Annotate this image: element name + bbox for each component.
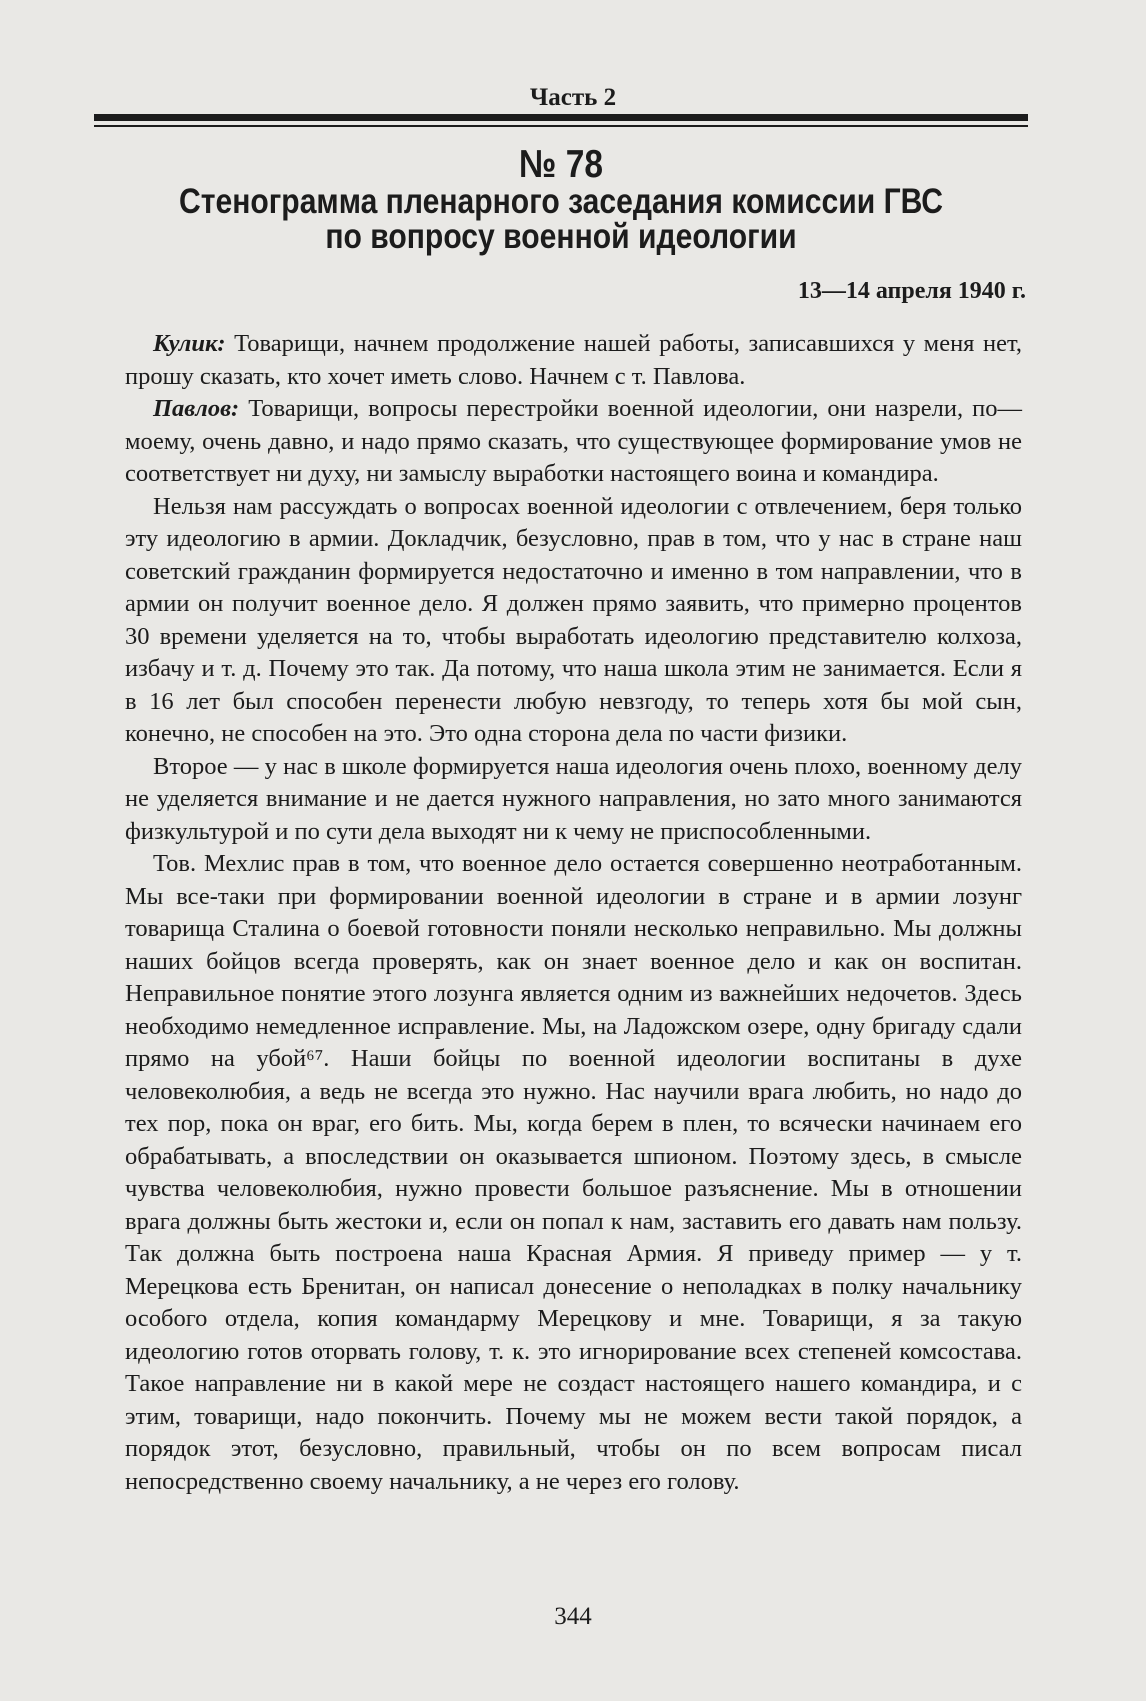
paragraph xyxy=(125,751,1022,849)
document-title-line-2: по вопросу военной идеологии xyxy=(325,217,797,256)
body-text xyxy=(125,328,1022,1498)
header-rule-thick xyxy=(94,114,1028,121)
paragraph xyxy=(125,491,1022,751)
paragraph-kulik xyxy=(125,328,1022,393)
document-date: 13—14 апреля 1940 г. xyxy=(797,278,1026,304)
running-head: Часть 2 xyxy=(529,84,617,111)
header-rule-thin xyxy=(94,125,1028,127)
paragraph xyxy=(125,848,1022,1498)
page-number: 344 xyxy=(554,1603,592,1630)
speaker-name: Павлов: xyxy=(153,395,240,422)
paragraph-text: Товарищи, начнем продолжение нашей работы, записавшихся у меня нет, прошу сказать, кто хочет иметь слово. Начнем с т. Павлова. xyxy=(125,330,1022,390)
paragraph-pavlov xyxy=(125,393,1022,491)
paragraph-text: Второе — у нас в школе формируется наша идеология очень плохо, военному делу не уделяется внимание и не дается нужного направления, но зато много занимаются физкультурой и по сути дела выходят ни к чему не приспособленными. xyxy=(125,752,1022,845)
document-number: № 78 xyxy=(518,143,604,186)
document-heading xyxy=(159,143,962,256)
speaker-name: Кулик: xyxy=(153,330,226,357)
paragraph-text: Нельзя нам рассуждать о вопросах военной идеологии с отвлечением, беря только эту идеологию в армии. Докладчик, безусловно, прав в том, что у нас в стране наш советский гражданин формируется недостаточно и именно в том направлении, что в армии он получит военное дело. Я должен прямо заявить, что примерно процентов 30 времени уделяется на то, чтобы выработать идеологию представителю колхоза, избачу и т. д. Почему это так. Да потому, что наша школа этим не занимается. Если я в 16 лет был способен перенести любую невзгоду, то теперь хотя бы мой сын, конечно, не способен на это. Это одна сторона дела по части физики. xyxy=(125,492,1022,747)
document-title-line-1: Стенограмма пленарного заседания комиссии ГВС xyxy=(178,182,944,221)
paragraph-text: Тов. Мехлис прав в том, что военное дело остается совершенно неотработанным. Мы все-таки при формировании военной идеологии в стране и в армии лозунг товарища Сталина о боевой готовности поняли несколько неправильно. Мы должны наших бойцов всегда проверять, как он знает военное дело и как он воспитан. Неправильное понятие этого лозунга является одним из важнейших недочетов. Здесь необходимо немедленное исправление. Мы, на Ладожском озере, одну бригаду сдали прямо на убой⁶⁷. Наши бойцы по военной идеологии воспитаны в духе человеколюбия, а ведь не всегда это нужно. Нас научили врага любить, но надо до тех пор, пока он враг, его бить. Мы, когда берем в плен, то всячески начинаем его обрабатывать, а впоследствии он оказывается шпионом. Поэтому здесь, в смысле чувства человеколюбия, нужно провести большое разъяснение. Мы в отношении врага должны быть жестоки и, если он попал к нам, заставить его давать нам пользу. Так должна быть построена наша Красная Армия. Я приведу пример — у т. Мерецкова есть Бренитан, он написал донесение о неполадках в полку начальнику особого отдела, копия командарму Мерецкову и мне. Товарищи, я за такую идеологию готов оторвать голову, т. к. это игнорирование всех степеней комсостава. Такое направление ни в какой мере не создаст настоящего нашего командира, и с этим, товарищи, надо покончить. Почему мы не можем вести такой порядок, а порядок этот, безусловно, правильный, чтобы он по всем вопросам писал непосредственно своему начальнику, а не через его голову. xyxy=(125,850,1022,1495)
paragraph-text: Товарищи, вопросы перестройки военной идеологии, они назрели, по—моему, очень давно, и надо прямо сказать, что существующее формирование умов не соответствует ни духу, ни замыслу выработки настоящего воина и командира. xyxy=(125,395,1022,487)
